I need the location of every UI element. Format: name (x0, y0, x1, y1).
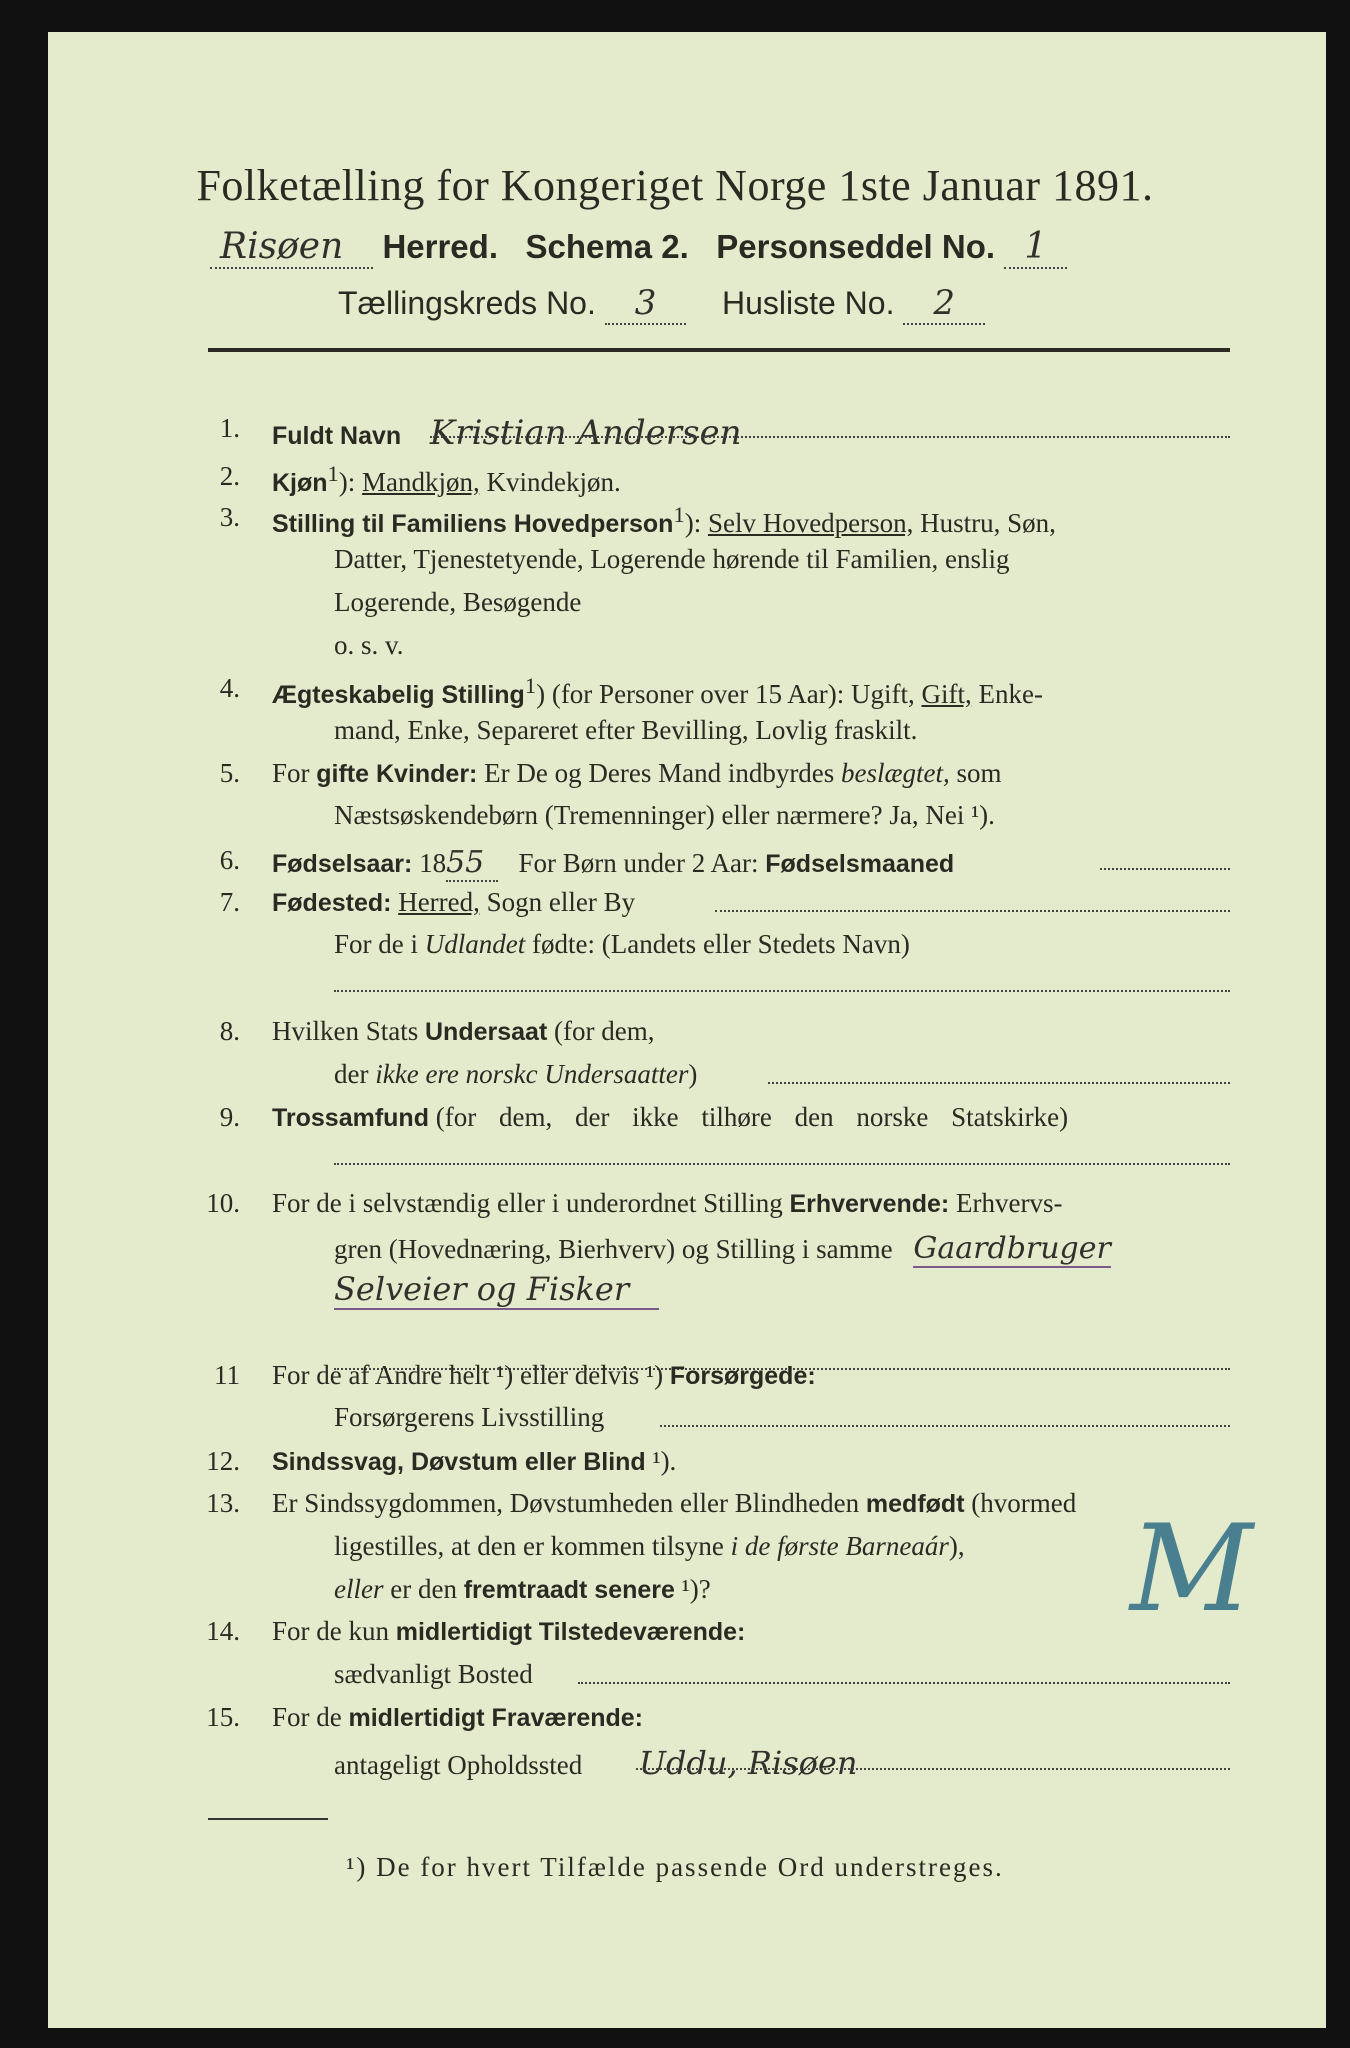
options-text: Sogn eller By (486, 887, 636, 917)
herred-label: Herred. (382, 228, 498, 265)
occupation-value-1: Gaardbruger (913, 1231, 1111, 1266)
item-number: 12. (206, 1446, 240, 1476)
item-label: Stilling til Familiens Hovedperson (272, 510, 674, 538)
header-line-2 (210, 226, 1067, 267)
item-label: Sindssvag, Døvstum eller Blind (272, 1448, 646, 1476)
text: For de i selvstændig eller i underordnet Stilling (272, 1188, 783, 1218)
item-label: midlertidigt Fraværende: (348, 1704, 643, 1732)
text: ¹)? (681, 1574, 711, 1604)
text: Er De og Deres Mand indbyrdes (484, 758, 835, 788)
text: (hvormed (971, 1488, 1077, 1518)
item-label: medfødt (865, 1490, 965, 1518)
option-selected: Herred, (398, 887, 480, 917)
dotted-line (334, 1163, 1230, 1165)
dotted-line (578, 1682, 1230, 1684)
item-number: 1. (219, 413, 240, 443)
item-label: Fødested: (272, 889, 392, 917)
item-label: Trossamfund (272, 1104, 429, 1132)
kreds-value: 3 (605, 283, 687, 325)
text: Forsørgerens Livsstilling (334, 1402, 605, 1432)
text: (for dem, (554, 1016, 655, 1046)
text: Er Sindssygdommen, Døvstumheden eller Blindheden (272, 1488, 860, 1518)
residence-value: Uddu, Risøen (638, 1744, 858, 1782)
footnote-rule (208, 1818, 328, 1820)
dotted-line (1100, 868, 1230, 870)
margin-handwritten-mark: M (1130, 1500, 1253, 1639)
option-selected: Gift, (921, 679, 972, 709)
text: For de af Andre helt ¹) eller delvis ¹) (272, 1360, 664, 1390)
text: ) (688, 1059, 698, 1089)
item-number: 9. (219, 1102, 240, 1132)
item-number: 8. (219, 1016, 240, 1046)
text: antageligt Opholdssted (334, 1750, 583, 1780)
dotted-line (715, 910, 1230, 912)
item-number: 11 (214, 1360, 240, 1390)
schema-label: Schema 2. (525, 228, 689, 265)
footnote-ref: 1 (524, 673, 537, 698)
item-label: Erhvervende: (789, 1190, 950, 1218)
item-label: gifte Kvinder: (316, 760, 478, 788)
item-number: 5. (219, 758, 240, 788)
option: Kvindekjøn. (486, 467, 621, 497)
text: For (272, 758, 310, 788)
item-label: Forsørgede: (669, 1362, 816, 1390)
item-label: Fødselsmaaned (765, 850, 955, 878)
text: For de (272, 1702, 342, 1732)
header-rule (208, 348, 1230, 352)
full-name-value: Kristian Andersen (429, 413, 742, 453)
item-label: fremtraadt senere (463, 1576, 675, 1604)
text: (for dem, der ikke tilhøre den norske Statskirke) (435, 1102, 1069, 1132)
text: Udlandet (424, 929, 526, 959)
text: ligestilles, at den er kommen tilsyne (334, 1531, 724, 1561)
item-label: Ægteskabelig Stilling (272, 681, 525, 709)
text: Erhvervs- (956, 1188, 1063, 1218)
year-prefix: 18 (419, 848, 447, 878)
text: beslægtet, (841, 758, 950, 788)
text: der (334, 1059, 369, 1089)
husliste-value: 2 (903, 283, 985, 325)
footnote-ref: 1 (327, 461, 339, 486)
options-text: Logerende, Besøgende (334, 587, 582, 617)
option-selected: Mandkjøn, (362, 467, 480, 497)
item-number: 15. (206, 1702, 240, 1732)
item-number: 10. (206, 1188, 240, 1218)
footnote: ¹) De for hvert Tilfælde passende Ord understreges. (346, 1852, 1004, 1882)
item-label: midlertidigt Tilstedeværende: (395, 1618, 746, 1646)
personseddel-label: Personseddel No. (716, 228, 996, 265)
text: Næstsøskendebørn (Tremenninger) eller nærmere? Ja, Nei ¹). (334, 800, 995, 830)
dotted-line (768, 1082, 1230, 1084)
dotted-line (334, 990, 1230, 992)
dotted-line (636, 1768, 1230, 1770)
item-label: Fuldt Navn (272, 422, 402, 450)
options-text: Hustru, Søn, (920, 508, 1056, 538)
option-selected: Selv Hovedperson, (707, 508, 914, 538)
kreds-label: Tællingskreds No. (338, 285, 596, 321)
options-text: o. s. v. (334, 630, 404, 660)
item-label: Fødselsaar: (272, 850, 413, 878)
text: sædvanligt Bosted (334, 1659, 533, 1689)
birth-year-value: 55 (446, 845, 498, 882)
text: Hvilken Stats (272, 1016, 419, 1046)
text: fødte: (Landets eller Stedets Navn) (532, 929, 910, 959)
occupation-value-2: Selveier og Fisker (334, 1270, 659, 1310)
text: er den (390, 1574, 457, 1604)
options-text: Datter, Tjenestetyende, Logerende hørende til Familien, enslig (334, 544, 1010, 574)
text: For de kun (272, 1616, 389, 1646)
item-number: 14. (206, 1616, 240, 1646)
form-title: Folketælling for Kongeriget Norge 1ste Januar 1891. (196, 161, 1154, 210)
text: eller (334, 1574, 384, 1604)
item-number: 2. (219, 461, 240, 491)
options-text: Enke- (978, 679, 1043, 709)
item-number: 13. (206, 1488, 240, 1518)
item-number: 3. (219, 502, 240, 532)
text: For de i (334, 929, 418, 959)
item-number: 6. (219, 845, 240, 875)
item-label: Kjøn (272, 469, 328, 497)
header-line-3 (338, 283, 985, 323)
text: ¹). (652, 1446, 677, 1476)
herred-value: Risøen (210, 226, 373, 269)
item-number: 7. (219, 887, 240, 917)
text: ), (948, 1531, 965, 1561)
options-text: (for Personer over 15 Aar): Ugift, (551, 679, 915, 709)
item-number: 4. (219, 673, 240, 703)
personseddel-value: 1 (1004, 226, 1067, 269)
dotted-line (660, 1425, 1230, 1427)
text: For Børn under 2 Aar: (518, 848, 759, 878)
text: ikke ere norskc Undersaatter (375, 1059, 689, 1089)
text: som (956, 758, 1002, 788)
husliste-label: Husliste No. (721, 285, 895, 321)
item-label: Undersaat (425, 1018, 548, 1046)
options-text: mand, Enke, Separeret efter Bevilling, Lovlig fraskilt. (334, 715, 918, 745)
footnote-ref: 1 (673, 502, 685, 527)
text: gren (Hovednæring, Bierhverv) og Stilling i samme (334, 1234, 893, 1264)
text: i de første Barneaár (730, 1531, 949, 1561)
dotted-line (430, 436, 1230, 438)
